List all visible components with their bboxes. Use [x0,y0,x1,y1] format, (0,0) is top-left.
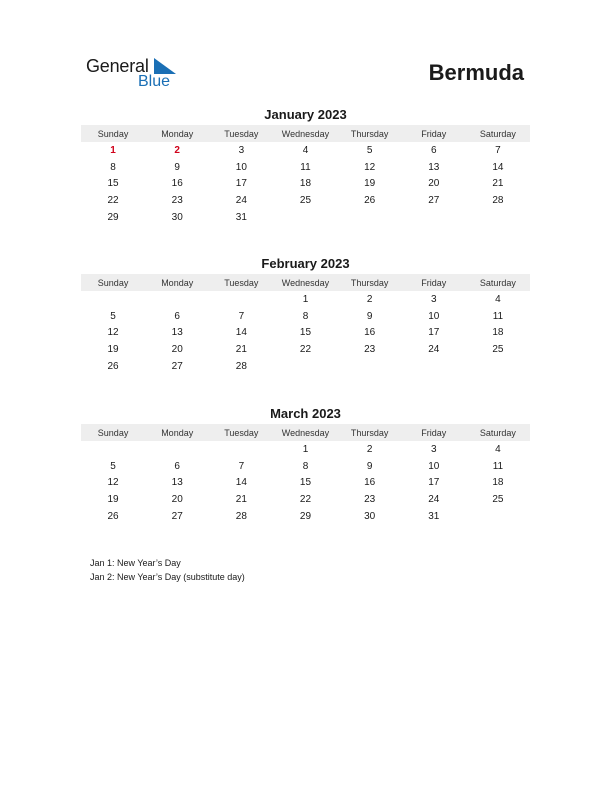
week-row [81,458,530,475]
month-calendar-february [81,256,530,374]
day-cell: 6 [174,310,180,322]
day-cell: 18 [299,178,312,190]
weekday-label: Tuesday [224,128,259,139]
day-cell: 12 [107,327,119,339]
day-cell: 1 [302,293,309,305]
country-title: Bermuda [428,60,524,85]
day-cell: 19 [107,493,119,505]
day-cell: 19 [364,178,376,190]
day-cell: 22 [107,194,119,206]
day-cell: 14 [235,327,247,339]
day-cell: 21 [492,178,504,190]
month-title: February 2023 [261,256,350,271]
day-cell: 20 [428,178,440,190]
day-cell: 1 [110,144,116,156]
weekday-header-row [81,424,530,441]
week-row [81,209,530,226]
day-cell: 3 [430,293,437,305]
day-cell: 8 [302,310,309,322]
day-cell: 6 [430,144,437,156]
day-cell: 30 [364,510,376,522]
holiday-note: Jan 1: New Year’s Day [90,558,181,568]
weekday-label: Tuesday [224,277,259,288]
day-cell: 12 [364,161,376,173]
day-cell: 10 [428,310,440,322]
day-cell: 21 [235,493,247,505]
day-cell: 13 [171,327,183,339]
month-calendar-march [81,406,530,524]
holiday-note: Jan 2: New Year’s Day (substitute day) [90,572,245,582]
day-cell: 31 [235,211,247,223]
day-cell: 18 [492,327,504,339]
day-cell: 24 [428,343,440,355]
day-cell: 22 [299,493,312,505]
day-cell: 26 [107,360,119,372]
day-cell: 16 [364,327,376,339]
weekday-label: Sunday [97,427,129,438]
day-cell: 4 [302,144,309,156]
day-cell: 20 [171,343,183,355]
day-cell: 5 [110,460,116,472]
day-cell: 9 [174,161,180,173]
week-row [81,491,530,508]
day-cell: 26 [364,194,376,206]
week-row [81,358,530,375]
day-cell: 5 [366,144,373,156]
day-cell: 14 [235,477,247,489]
weekday-label: Saturday [479,128,516,139]
weekday-label: Tuesday [224,427,259,438]
weekday-label: Thursday [350,277,389,288]
day-cell: 16 [364,477,376,489]
day-cell: 14 [492,161,504,173]
weekday-label: Saturday [479,277,516,288]
day-cell: 15 [299,477,312,489]
day-cell: 7 [238,310,245,322]
day-cell: 19 [107,343,119,355]
weekday-header-row [81,125,530,142]
week-row [81,308,530,325]
day-cell: 23 [364,343,376,355]
day-cell: 17 [235,178,247,190]
weekday-label: Friday [421,128,447,139]
week-row [81,192,530,209]
weekday-label: Friday [421,427,447,438]
day-cell: 11 [492,310,504,322]
day-cell: 13 [171,477,183,489]
brand-word-general: General [86,56,149,76]
day-cell: 24 [428,493,440,505]
brand-triangle-icon [154,58,176,74]
month-title: March 2023 [270,406,341,421]
day-cell: 3 [238,144,245,156]
brand-logo [86,56,186,96]
day-cell: 4 [495,443,501,455]
day-cell: 12 [107,477,119,489]
weekday-label: Monday [161,277,194,288]
day-cell: 20 [171,493,183,505]
day-cell: 3 [430,443,437,455]
weekday-label: Sunday [97,128,129,139]
day-cell: 9 [366,310,373,322]
week-row [81,175,530,192]
week-row [81,159,530,176]
weekday-label: Thursday [350,128,389,139]
day-cell: 10 [428,460,440,472]
day-cell: 1 [302,443,309,455]
week-row [81,474,530,491]
day-cell: 28 [235,510,247,522]
day-cell: 22 [299,343,312,355]
day-cell: 5 [110,310,116,322]
day-cell: 27 [171,510,183,522]
day-cell: 28 [492,194,504,206]
day-cell: 23 [171,194,183,206]
day-cell: 8 [302,460,309,472]
day-cell: 23 [364,493,376,505]
weekday-label: Friday [421,277,447,288]
month-title: January 2023 [264,107,347,122]
day-cell: 25 [492,343,504,355]
day-cell: 10 [235,161,247,173]
day-cell: 2 [366,443,373,455]
week-row [81,441,530,458]
day-cell: 31 [428,510,440,522]
week-row [81,341,530,358]
day-cell: 17 [428,477,440,489]
day-cell: 18 [492,477,504,489]
weekday-label: Sunday [97,277,129,288]
day-cell: 16 [171,178,183,190]
day-cell: 9 [366,460,373,472]
day-cell: 24 [235,194,247,206]
day-cell: 11 [492,460,504,472]
day-cell: 30 [171,211,183,223]
week-row [81,324,530,341]
day-cell: 29 [299,510,312,522]
week-row [81,142,530,159]
day-cell: 7 [495,144,501,156]
day-cell: 11 [300,161,311,173]
week-row [81,291,530,308]
day-cell: 17 [428,327,440,339]
month-calendar-january [81,107,530,225]
day-cell: 28 [235,360,247,372]
weekday-label: Wednesday [281,128,330,139]
weekday-header-row [81,274,530,291]
week-row [81,508,530,525]
day-cell: 2 [174,144,180,156]
weekday-label: Monday [161,128,194,139]
day-cell: 7 [238,460,245,472]
day-cell: 13 [428,161,440,173]
day-cell: 27 [171,360,183,372]
weekday-label: Wednesday [281,427,330,438]
day-cell: 15 [107,178,119,190]
day-cell: 15 [299,327,312,339]
day-cell: 2 [366,293,373,305]
day-cell: 29 [107,211,119,223]
day-cell: 21 [235,343,247,355]
day-cell: 25 [492,493,504,505]
brand-word-blue: Blue [138,73,171,90]
day-cell: 6 [174,460,180,472]
weekday-label: Monday [161,427,194,438]
weekday-label: Thursday [350,427,389,438]
day-cell: 27 [428,194,440,206]
day-cell: 8 [110,161,116,173]
weekday-label: Saturday [479,427,516,438]
day-cell: 4 [495,293,501,305]
holiday-notes [90,556,245,584]
day-cell: 26 [107,510,119,522]
day-cell: 25 [299,194,312,206]
weekday-label: Wednesday [281,277,330,288]
